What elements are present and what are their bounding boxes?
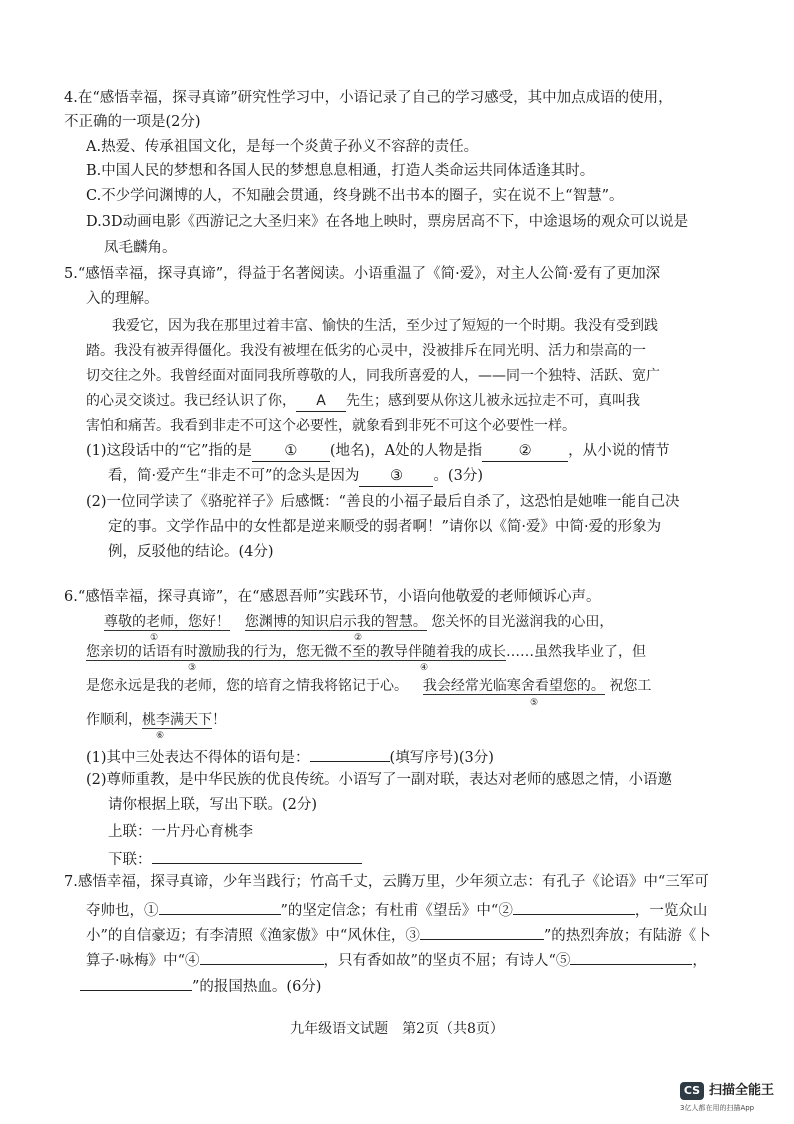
q7-blank-1[interactable] [159,898,281,915]
q7-text-3b: ”的热烈奔放；有陆游《卜 [543,928,711,944]
q7-blank-3[interactable] [420,923,544,940]
q5-blank-a: A [296,391,346,412]
q6-num-2: ② [354,633,363,643]
q6-sub1 [86,745,494,768]
q7-blank-5b[interactable] [80,974,192,991]
q4-option-d-line1: D.3D动画电影《西游记之大圣归来》在各地上映时，票房居高不下，中途退场的观众可以说是 [86,214,689,230]
q7-blank-5a[interactable] [570,948,692,965]
q6-sub1-text-a: (1)其中三处表达不得体的语句是： [86,750,310,766]
camscanner-logo-icon: CS [680,1082,704,1100]
q7-text-5b: ”的报国热血。(6分) [192,979,322,995]
q6-letter-line2 [86,642,646,662]
q5-sub2-line2: 定的事。文学作品中的女性都是逆来顺受的弱者啊！”请你以《简·爱》中简·爱的形象为 [108,519,662,535]
q7-blank-2[interactable] [513,898,635,915]
q7-text-4a: 算子·咏梅》中“④ [86,953,200,969]
q6-sub2-line2: 请你根据上联，写出下联。(2分) [108,797,318,813]
q6-sentence-8-head: 作顺利， [86,712,142,728]
q7-line4 [86,948,707,971]
q6-sentence-2: 您渊博的知识启示我的智慧。 [244,614,427,630]
q5-passage-line3: 切交往之外。我曾经面对面同我所尊敬的人，同我所喜爱的人，——同一个独特、活跃、宽广 [86,368,660,384]
q6-sentence-6: 是您永远是我的老师，您的培育之情我将铭记于心。 [86,678,408,694]
q6-lower-couplet [108,847,362,870]
q5-sub1-blank1[interactable]: ① [252,441,330,462]
q6-num-6: ⑥ [156,731,165,741]
q4-stem-line2: 不正确的一项是(2分) [64,114,201,130]
q5-sub1-text-a: (1)这段话中的“它”指的是 [86,443,252,459]
q5-sub1-text-d: 看，简·爱产生“非走不可”的念头是因为 [108,468,360,484]
q5-sub1-text-c: ，从小说的情节 [568,443,670,459]
watermark-app-name: 扫描全能王 [709,1083,775,1098]
q6-sentence-1: 尊敬的老师，您好！ [104,614,230,630]
q5-sub1-blank2[interactable]: ② [482,441,568,462]
q6-lower-answer-blank[interactable] [152,847,362,864]
q7-line5 [80,974,321,997]
q6-sub2-line1: (2)尊师重教，是中华民族的优良传统。小语写了一副对联，表达对老师的感恩之情，小语邀 [86,772,673,788]
q5-passage-line5: 害怕和痛苦。我看到非走不可这个必要性，就象看到非死不可这个必要性一样。 [86,418,576,434]
q5-sub1-text-b: (地名)，A处的人物是指 [329,443,483,459]
q6-sentence-5-tail: ……虽然我毕业了，但 [506,644,646,660]
q7-line1: 7.感悟幸福，探寻真谛，少年当践行；竹高千丈，云腾万里，少年须立志：有孔子《论语》中“三军可 [64,874,709,890]
q6-upper-couplet: 上联：一片丹心育桃李 [108,824,253,840]
q5-sub2-line1: (2)一位同学读了《骆驼祥子》后感慨：“善良的小福子最后自杀了，这恐怕是她唯一能自己决 [86,494,680,510]
watermark-tagline: 3亿人都在用的扫描App [680,1104,755,1112]
q6-sentence-8-tail: ！ [212,712,226,728]
q6-sentence-3: 您关怀的目光滋润我的心田， [431,614,614,630]
q7-text-2c: ，一览众山 [634,903,708,919]
q5-stem-line2: 入的理解。 [86,291,159,307]
q4-option-c: C.不少学问渊博的人，不知融会贯通，终身跳不出书本的圈子，实在说不上“智慧”。 [86,188,624,204]
page-footer: 九年级语文试题 第2页（共8页） [290,1021,504,1037]
q5-sub1-blank3[interactable]: ③ [359,466,433,487]
q6-sentence-5: 您无微不至的教导伴随着我的成长 [296,644,506,660]
q6-lower-label: 下联： [108,852,152,868]
q5-sub1-line1 [86,441,670,462]
q7-line3 [86,923,711,946]
q5-sub1-text-e: 。(3分) [433,468,483,484]
q6-sentence-4: 您亲切的话语有时激励我的行为， [86,644,296,660]
q5-passage-line4-rest: 先生；感到要从你这儿被永远拉走不可，真叫我 [346,393,640,409]
q6-num-1: ① [150,633,159,643]
q6-sub1-answer-blank[interactable] [310,745,390,762]
q4-stem-line1: 4.在“感悟幸福，探寻真谛”研究性学习中，小语记录了自己的学习感受，其中加点成语的使用， [64,90,673,106]
q6-letter-line3 [86,676,651,696]
q5-passage-line4 [86,391,640,412]
q5-passage-line4-text: 的心灵交谈过。我已经认识了你， [86,393,296,409]
q6-num-4: ④ [420,663,429,673]
q6-num-5: ⑤ [530,698,539,708]
q6-sentence-7: 我会经常光临寒舍看望您的。 [422,678,605,694]
q7-blank-4[interactable] [200,948,324,965]
q7-line2 [86,898,707,921]
q6-sub1-text-b: (填写序号)(3分) [389,750,494,766]
q5-stem-line1: 5.“感悟幸福，探寻真谛”，得益于名著阅读。小语重温了《简·爱》，对主人公简·爱有了更加深 [64,266,661,282]
q6-sentence-8: 桃李满天下 [142,712,212,728]
q7-text-2a: 夺帅也，① [86,903,159,919]
q5-sub1-line2 [108,466,483,487]
q7-text-4c: ， [692,953,707,969]
q7-text-4b: ，只有香如故”的坚贞不屈；有诗人“⑤ [323,953,571,969]
q4-option-d-line2: 凤毛麟角。 [104,240,177,256]
q7-text-2b: ”的坚定信念；有杜甫《望岳》中“② [280,903,513,919]
q4-option-a: A.热爱、传承祖国文化，是每一个炎黄子孙义不容辞的责任。 [86,139,479,155]
q7-text-3a: 小”的自信豪迈；有李清照《渔家傲》中“风休住，③ [86,928,420,944]
q5-sub2-line3: 例，反驳他的结论。(4分) [108,544,274,560]
q6-stem: 6.“感悟幸福，探寻真谛”，在“感恩吾师”实践环节，小语向他敬爱的老师倾诉心声。 [64,589,601,605]
q6-num-3: ③ [188,663,197,673]
q5-passage-line1: 我爱它，因为我在那里过着丰富、愉快的生活，至少过了短短的一个时期。我没有受到践 [112,318,658,334]
q5-passage-line2: 踏。我没有被弄得僵化。我没有被埋在低劣的心灵中，没被排斥在同光明、活力和崇高的一 [86,343,646,359]
q6-sentence-7-tail: 祝您工 [609,678,652,694]
q4-option-b: B.中国人民的梦想和各国人民的梦想息息相通，打造人类命运共同体适逢其时。 [86,163,595,179]
